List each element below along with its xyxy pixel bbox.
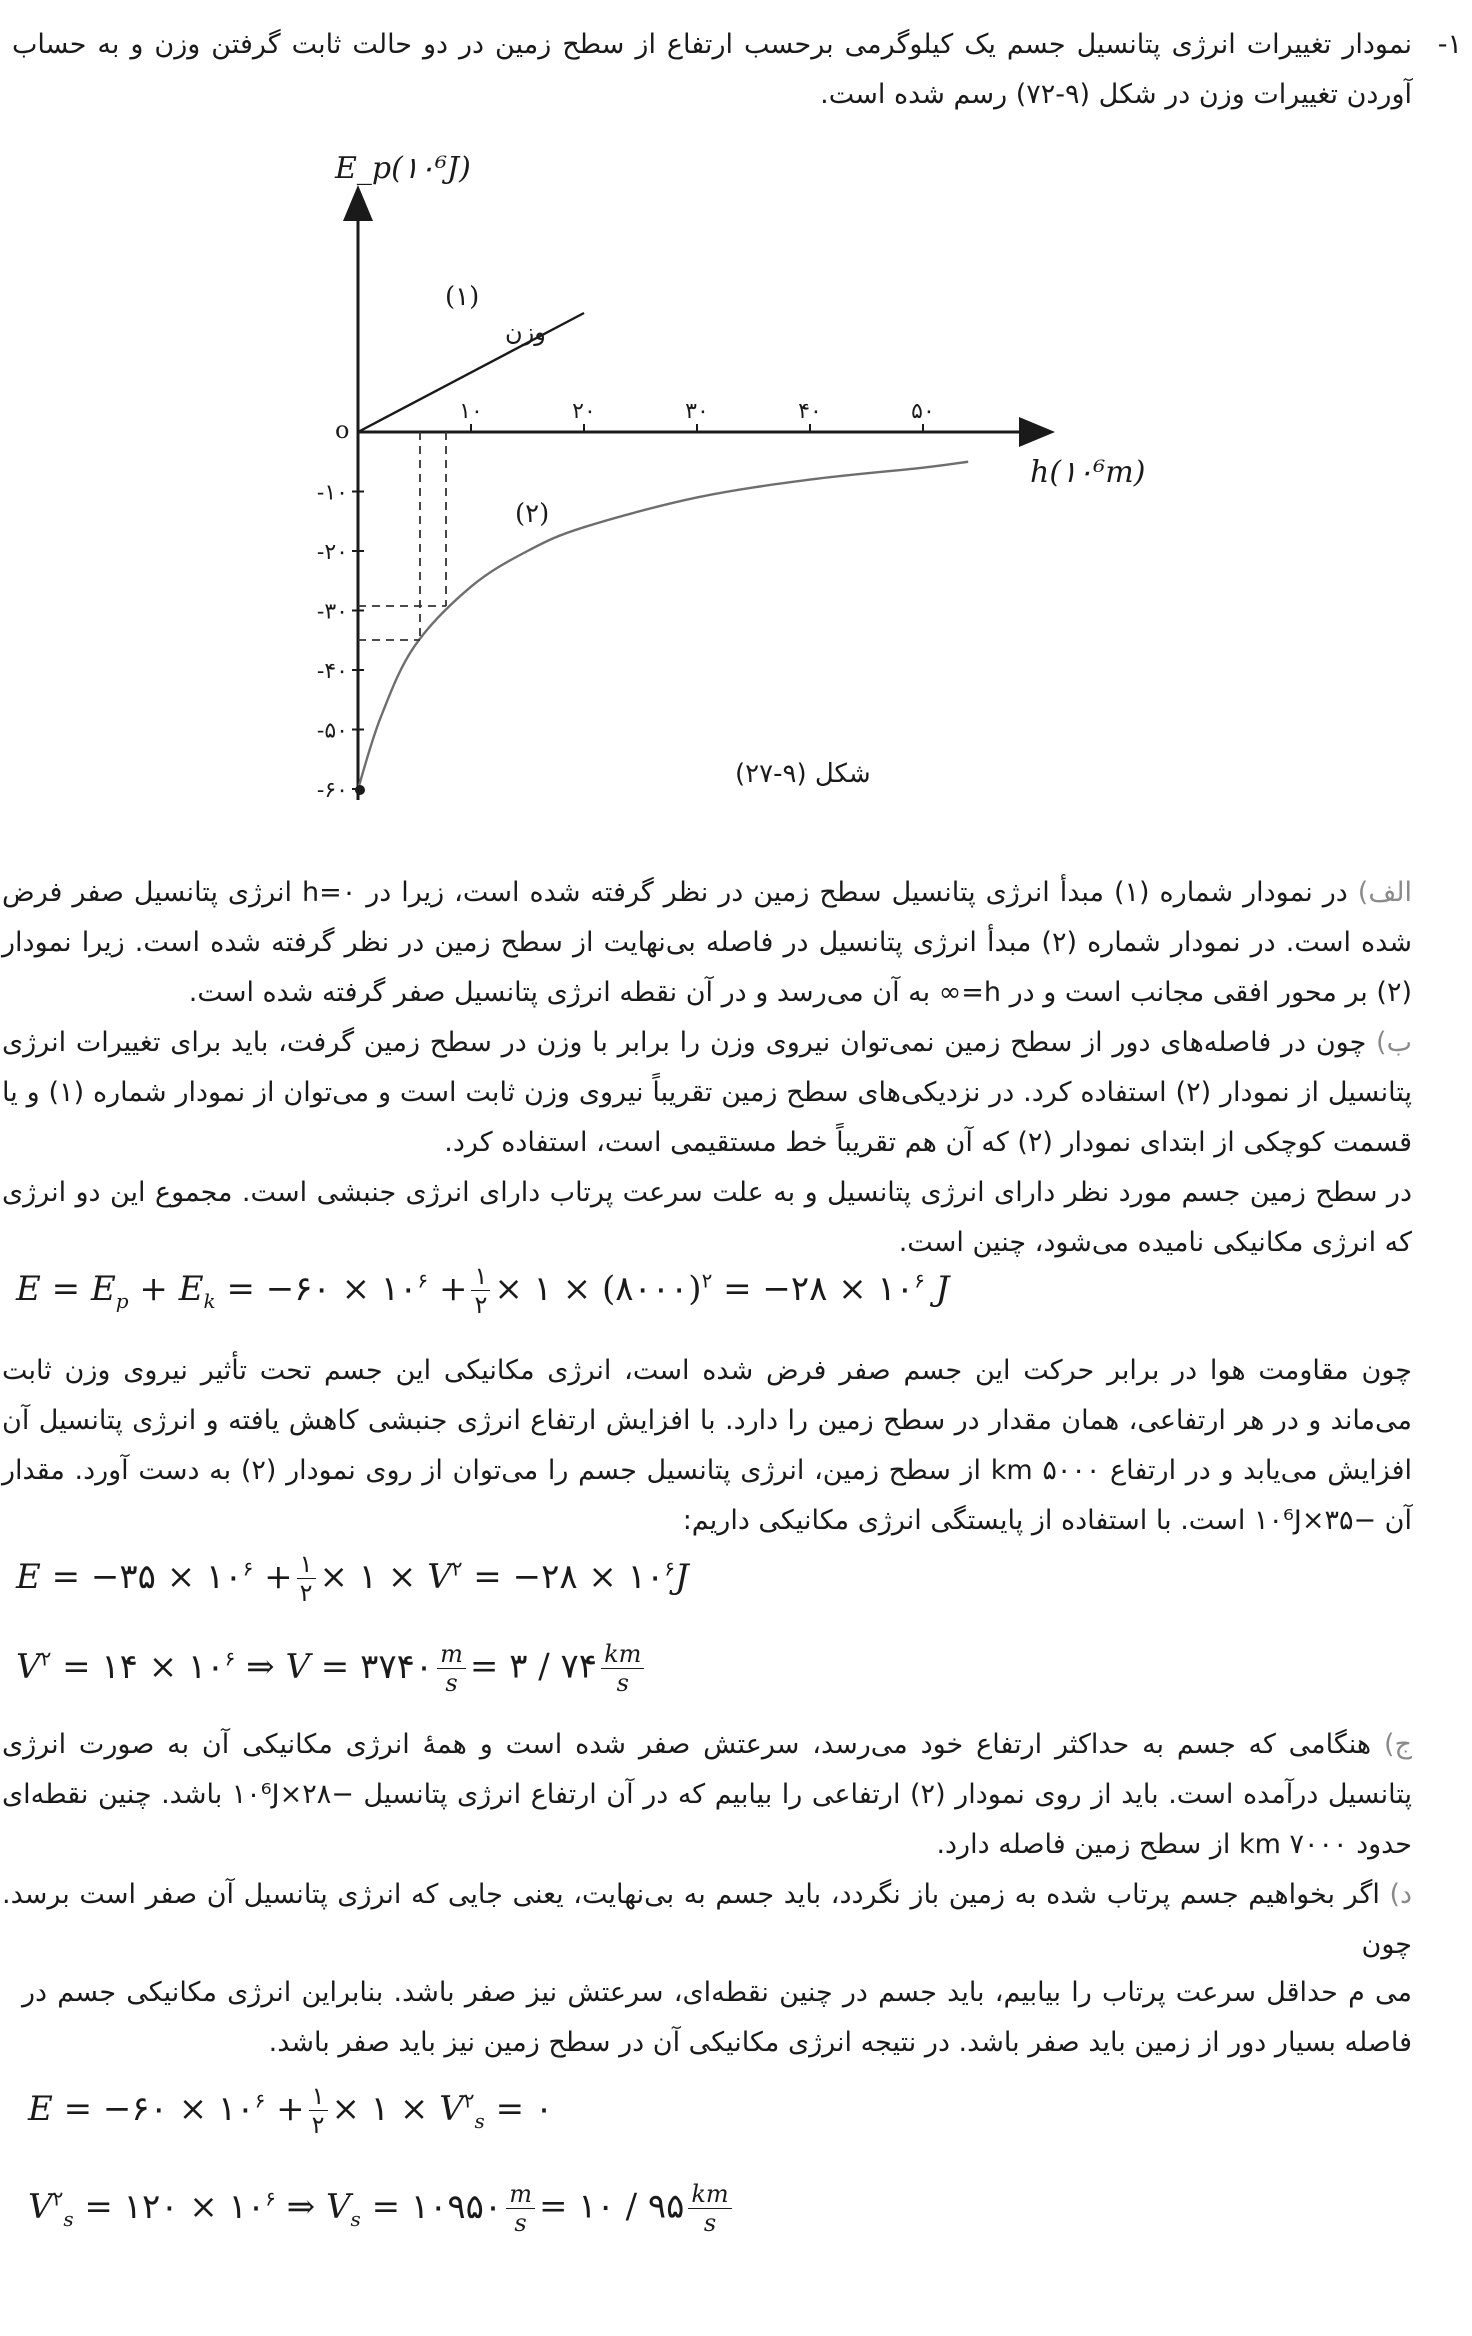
eq3-mid: = ۳ / ۷۴ (469, 1646, 598, 1687)
y-tick-label: -۶۰ (316, 778, 348, 803)
eq2-lhs: E = −۳۵ × $۱۰^۶$ + (16, 1556, 293, 1597)
x-tick-label: ۱۰ (459, 399, 483, 424)
part-dal-label: د) (1389, 1879, 1412, 1910)
eq1-lhs: $E = E_p + E_k$ = −۶۰ × $۱۰^۶$ + (16, 1268, 468, 1313)
eq2-half: $\frac{۱}{۲}$ (297, 1550, 316, 1607)
equation-3 (16, 1640, 648, 1697)
figure-caption: شکل (۹-۲۷) (735, 759, 871, 789)
curve1-sublabel: وزن (505, 318, 546, 346)
eq4-half: $\frac{۱}{۲}$ (309, 2082, 328, 2139)
x-tick-label: ۴۰ (798, 399, 822, 424)
series (358, 313, 968, 789)
part-jim: ج) هنگامی که جسم به حداکثر ارتفاع خود می‌رسد، سرعتش صفر شده است و همهٔ انرژی مکانیکی آن به صورت انرژی پتانسیل درآمده است. باید از روی نمودار (۲) ارتفاعی را بیابیم که در آن ارتفاع انرژی پتانسیل −۲۸×۱۰⁶J باشد. چنین نقطه‌ای حدود ۷۰۰۰ km از سطح زمین فاصله دارد. (2, 1729, 1412, 1860)
eq5-mid: = ۱۰ / ۹۵ (538, 2186, 685, 2227)
minimum-speed-text: می م حداقل سرعت پرتاب را بیابیم، باید جسم در چنین نقطه‌ای، سرعتش نیز صفر باشد. بنابراین انرژی مکانیکی جسم در فاصله بسیار دور از زمین باید صفر باشد. در نتیجه انرژی مکانیکی آن در سطح زمین نیز باید صفر باشد. (22, 1977, 1412, 2058)
curve2-label: (۲) (515, 499, 550, 529)
eq2-rhs: × ۱ × $V^۲$ = −۲۸ × $۱۰^۶J$ (319, 1556, 689, 1597)
problem-statement: ۱- نمودار تغییرات انرژی پتانسیل جسم یک کیلوگرمی برحسب ارتفاع از سطح زمین در دو حالت ثابت گرفتن وزن و به حساب آوردن تغییرات وزن در شکل (۹-۷۲) رسم شده است. (12, 20, 1412, 120)
y-tick-label: -۲۰ (316, 540, 348, 565)
origin-label: o (335, 416, 350, 444)
equation-4 (28, 2082, 553, 2139)
y-tick-label: -۴۰ (316, 659, 348, 684)
x-axis-label: h(۱۰⁶m) (1030, 455, 1146, 490)
potential-energy-chart (0, 0, 1472, 880)
eq1-half: $\frac{۱}{۲}$ (471, 1262, 490, 1319)
eq3-unit-ms: $\frac{m}{s}$ (437, 1640, 466, 1697)
eq5-unit-kms: $\frac{km}{s}$ (688, 2180, 731, 2237)
x-tick-label: ۲۰ (572, 399, 596, 424)
curve2-start-point (355, 785, 365, 795)
curve1-label: (۱) (445, 282, 480, 312)
eq5-lhs: $V^۲_s$ = ۱۲۰ × $۱۰^۶$ ⇒ $V_s$ = ۱۰۹۵۰ (28, 2186, 503, 2231)
eq4-lhs: E = −۶۰ × $۱۰^۶$ + (28, 2088, 305, 2129)
equation-1 (16, 1262, 949, 1319)
equation-5 (28, 2180, 736, 2237)
y-axis-label: E_p(۱۰⁶J) (335, 151, 471, 186)
x-tick-label: ۳۰ (685, 399, 709, 424)
eq4-rhs: × ۱ × $V^۲_s$ = ۰ (331, 2088, 554, 2133)
x-tick-label: ۵۰ (911, 399, 935, 424)
part-be: ب) چون در فاصله‌های دور از سطح زمین نمی‌توان نیروی وزن را برابر با وزن در سطح زمین گرفت، باید برای تغییرات انرژی پتانسیل از نمودار (۲) استفاده کرد. در نزدیکی‌های سطح زمین تقریباً نیروی وزن ثابت است و می‌توان از نمودار شماره (۱) و یا قسمت کوچکی از ابتدای نمودار (۲) که آن هم تقریباً خط مستقیمی است، استفاده کرد. (2, 1027, 1413, 1158)
eq5-unit-ms: $\frac{m}{s}$ (506, 2180, 535, 2237)
part-alef-label: الف) (1357, 877, 1412, 908)
mechanical-energy-text: در سطح زمین جسم مورد نظر دارای انرژی پتانسیل و به علت سرعت پرتاب دارای انرژی جنبشی است. مجموع این دو انرژی که انرژی مکانیکی نامیده می‌شود، چنین است. (2, 1177, 1412, 1258)
y-tick-label: -۱۰ (316, 480, 348, 506)
air-resistance-text: چون مقاومت هوا در برابر حرکت این جسم صفر فرض شده است، انرژی مکانیکی این جسم تحت تأثیر نیروی وزن ثابت می‌ماند و در هر ارتفاعی، همان مقدار در سطح زمین را دارد. با افزایش ارتفاع انرژی جنبشی کاهش یافته و انرژی پتانسیل آن افزایش می‌یابد و در ارتفاع ۵۰۰۰ km از سطح زمین، انرژی پتانسیل جسم را می‌توان از روی نمودار (۲) به دست آورد. مقدار آن −۳۵×۱۰⁶J است. با استفاده از پایستگی انرژی مکانیکی داریم: (2, 1355, 1412, 1536)
eq1-rhs: × ۱ × (۸۰۰۰)$^۲$ = −۲۸ × $۱۰^۶$ J (494, 1268, 950, 1309)
problem-number: ۱- (1437, 29, 1462, 60)
part-be-label: ب) (1376, 1027, 1412, 1058)
eq3-lhs: $V^۲$ = ۱۴ × $۱۰^۶$ ⇒ V = ۳۷۴۰ (16, 1646, 434, 1687)
part-jim-label: ج) (1384, 1729, 1412, 1760)
y-tick-label: -۵۰ (316, 718, 348, 744)
x-ticks (459, 399, 935, 432)
eq3-unit-kms: $\frac{km}{s}$ (601, 1640, 644, 1697)
y-tick-label: -۳۰ (316, 599, 348, 625)
part-dal: د) اگر بخواهیم جسم پرتاب شده به زمین باز نگردد، باید جسم به بی‌نهایت، یعنی جایی که انرژی پتانسیل آن صفر است برسد. چون (2, 1879, 1412, 1960)
reference-dashes (358, 432, 446, 640)
equation-2 (16, 1550, 689, 1607)
series-line-2 (358, 462, 968, 789)
part-alef: الف) در نمودار شماره (۱) مبدأ انرژی پتانسیل سطح زمین در نظر گرفته شده است، زیرا در h=۰ انرژی پتانسیل صفر فرض شده است. در نمودار شماره (۲) مبدأ انرژی پتانسیل در فاصله بی‌نهایت از سطح زمین در نظر گرفته شده است. زیرا نمودار (۲) بر محور افقی مجانب است و در h=∞ به آن می‌رسد و در آن نقطه انرژی پتانسیل صفر گرفته شده است. (2, 877, 1413, 1008)
